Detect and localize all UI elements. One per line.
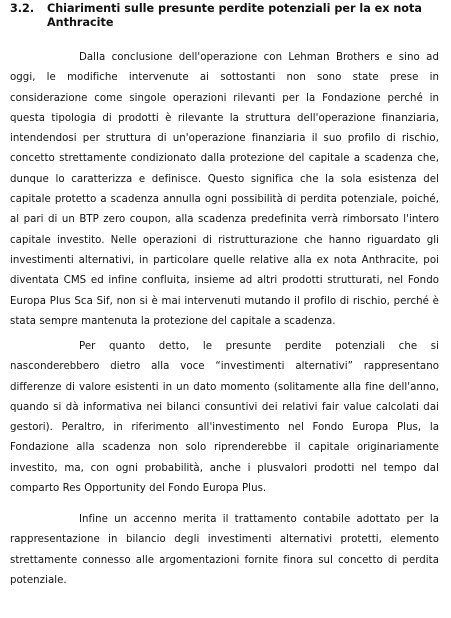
section-number: 3.2.	[10, 2, 35, 15]
section-title: Chiarimenti sulle presunte perdite potenziali per la ex nota Anthracite	[47, 2, 422, 29]
body-paragraph-2	[10, 337, 439, 499]
paragraph-text: Infine un accenno merita il trattamento contabile adottato per la rappresentazione in bilancio degli investimenti alternativi protetti, elemento strettamente connesso alle argomentazioni fornite finora sul concetto di perdita potenziale.	[10, 514, 439, 586]
body-paragraph-1	[10, 48, 439, 332]
paragraph-text: Per quanto detto, le presunte perdite potenziali che si nasconderebbero dietro alla voce “investimenti alternativi” rappresentano differenze di valore esistenti in un dato momento (solitamente alla fine dell'anno, quando si dà informativa nei bilanci consuntivi dei relativi fair value calcolati dai gestori). Peraltro, in riferimento all'investimento nel Fondo Europa Plus, la Fondazione alla scadenza non solo riprenderebbe il capitale originariamente investito, ma, con ogni probabilità, anche i plusvalori prodotti nel tempo dal comparto Res Opportunity del Fondo Europa Plus.	[10, 341, 439, 495]
body-paragraph-3	[10, 510, 439, 591]
paragraph-text: Dalla conclusione dell'operazione con Lehman Brothers e sino ad oggi, le modifiche intervenute ai sottostanti non sono state prese in considerazione come singole operazioni rilevanti per la Fondazione perché in questa tipologia di prodotti è rilevante la struttura dell'operazione finanziaria, intendendosi per struttura di un'operazione finanziaria il suo profilo di rischio, concetto strettamente condizionato dalla protezione del capitale a scadenza che, dunque lo caratterizza e definisce. Questo significa che la sola esistenza del capitale protetto a scadenza annulla ogni possibilità di perdita potenziale, poiché, al pari di un BTP zero coupon, alla scadenza predefinita verrà rimborsato l'intero capitale investito. Nelle operazioni di ristrutturazione che hanno riguardato gli investimenti alternativi, in particolare quelle relative alla ex nota Anthracite, poi diventata CMS ed infine confluita, insieme ad altri prodotti strutturati, nel Fondo Europa Plus Sca Sif, non si è mai intervenuti mutando il profilo di rischio, perché è stata sempre mantenuta la protezione del capitale a scadenza.	[10, 52, 439, 327]
